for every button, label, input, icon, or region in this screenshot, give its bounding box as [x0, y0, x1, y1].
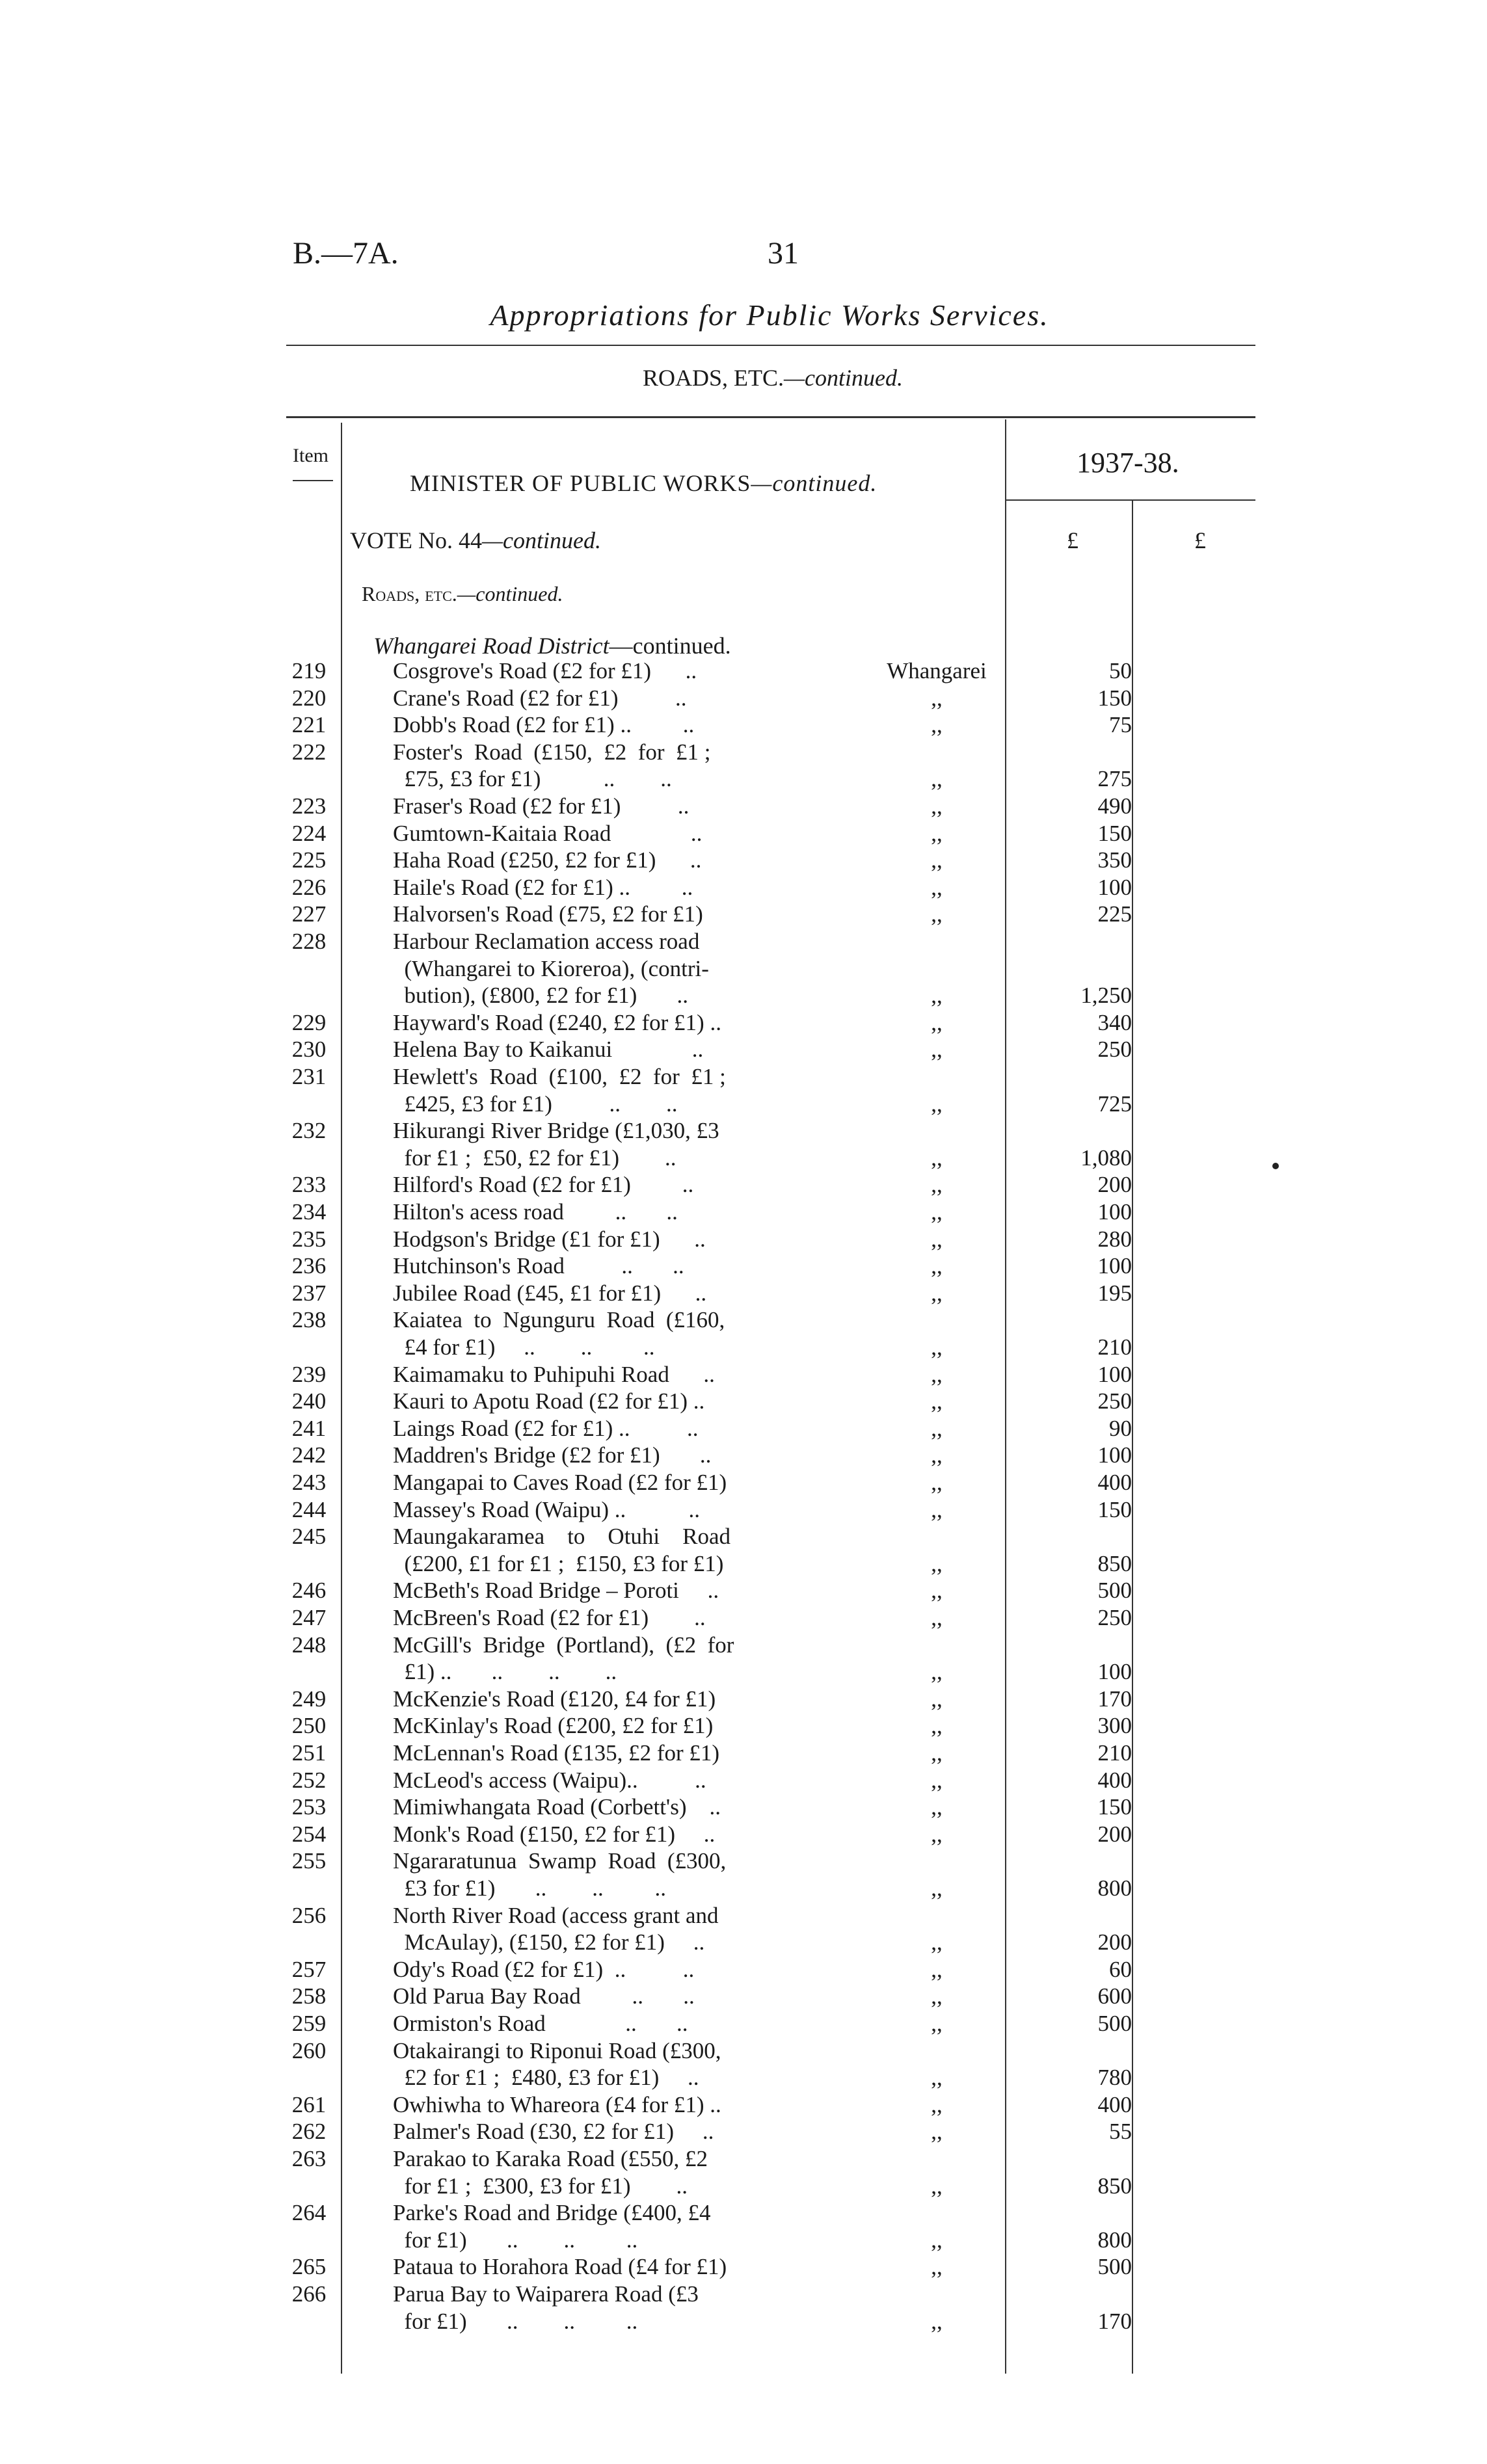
item-amount: 195: [1097, 1280, 1132, 1306]
item-amount: 225: [1097, 901, 1132, 927]
item-location: ,,: [931, 1199, 943, 1225]
table-row: [0, 1822, 1487, 1849]
item-description: Ody's Road (£2 for £1) .. ..: [393, 1956, 695, 1982]
item-description: Kaiatea to Ngunguru Road (£160,: [393, 1307, 725, 1333]
item-number: 248: [291, 1632, 327, 1658]
item-amount: 100: [1097, 1442, 1132, 1468]
item-description: Gumtown-Kaitaia Road ..: [393, 820, 703, 846]
item-amount: 170: [1097, 2308, 1132, 2334]
item-description: bution), (£800, £2 for £1) ..: [393, 983, 688, 1009]
roads-continued: —continued.: [457, 582, 563, 605]
item-amount: 100: [1097, 1253, 1132, 1279]
item-description: Parua Bay to Waiparera Road (£3: [393, 2281, 699, 2307]
item-number: 251: [291, 1740, 327, 1766]
item-amount: 280: [1097, 1226, 1132, 1252]
item-amount: 340: [1097, 1009, 1132, 1035]
table-row: [0, 1686, 1487, 1714]
item-number: 219: [291, 658, 327, 683]
item-amount: 780: [1097, 2065, 1132, 2091]
item-location: ,,: [931, 1794, 943, 1820]
item-description: for £1 ; £50, £2 for £1) ..: [393, 1145, 677, 1171]
table-row: [0, 685, 1487, 713]
item-description: for £1 ; £300, £3 for £1) ..: [393, 2173, 688, 2199]
item-number: 221: [291, 712, 327, 738]
item-location: ,,: [931, 2065, 943, 2091]
table-row: [0, 821, 1487, 848]
roads-label: Roads, etc.: [362, 582, 457, 605]
item-amount: 50: [1109, 658, 1132, 683]
item-amount: 250: [1097, 1605, 1132, 1630]
item-description: Maungakaramea to Otuhi Road: [393, 1524, 731, 1550]
stray-mark: [1272, 1163, 1279, 1169]
table-row: [0, 2119, 1487, 2146]
item-number: 260: [291, 2037, 327, 2063]
item-location: ,,: [931, 2119, 943, 2145]
item-location: ,,: [931, 1740, 943, 1766]
item-number: 264: [291, 2200, 327, 2226]
item-location: ,,: [931, 2254, 943, 2280]
item-amount: 150: [1097, 1496, 1132, 1522]
item-number: 259: [291, 2011, 327, 2036]
item-amount: 200: [1097, 1929, 1132, 1955]
vote-heading: [350, 527, 601, 554]
table-row: [0, 1632, 1487, 1686]
item-description: £4 for £1) .. .. ..: [393, 1334, 655, 1360]
item-amount: 400: [1097, 2091, 1132, 2117]
table-row: [0, 1524, 1487, 1578]
item-description: Kaimamaku to Puhipuhi Road ..: [393, 1361, 715, 1387]
item-number: 239: [291, 1361, 327, 1387]
item-number: 250: [291, 1713, 327, 1739]
item-description: McKenzie's Road (£120, £4 for £1): [393, 1686, 716, 1712]
item-number: 229: [291, 1009, 327, 1035]
district-heading: [373, 632, 731, 659]
item-amount: 200: [1097, 1172, 1132, 1198]
page-header-code: B.—7A.: [293, 236, 399, 271]
table-row: [0, 2281, 1487, 2335]
table-row: [0, 1172, 1487, 1199]
item-description: for £1) .. .. ..: [393, 2308, 638, 2334]
item-number: 225: [291, 847, 327, 873]
item-description: McLennan's Road (£135, £2 for £1): [393, 1740, 720, 1766]
item-location: ,,: [931, 1226, 943, 1252]
item-description: Maddren's Bridge (£2 for £1) ..: [393, 1442, 712, 1468]
table-row: [0, 1578, 1487, 1605]
item-location: ,,: [931, 1470, 943, 1495]
item-number: 224: [291, 820, 327, 846]
table-row: [0, 1713, 1487, 1740]
table-top-rule: [286, 416, 1255, 418]
table-row: [0, 1253, 1487, 1280]
item-location: ,,: [931, 2173, 943, 2199]
item-location: ,,: [931, 2091, 943, 2117]
item-number: 244: [291, 1496, 327, 1522]
item-location: ,,: [931, 2011, 943, 2036]
item-description: (£200, £1 for £1 ; £150, £3 for £1): [393, 1550, 724, 1576]
item-amount: 150: [1097, 820, 1132, 846]
item-location: ,,: [931, 1172, 943, 1198]
table-row: [0, 2011, 1487, 2038]
table-row: [0, 1497, 1487, 1524]
table-row: [0, 793, 1487, 821]
item-number: 232: [291, 1118, 327, 1144]
item-location: ,,: [931, 983, 943, 1009]
item-location: ,,: [931, 685, 943, 711]
item-location: ,,: [931, 1415, 943, 1441]
item-amount: 150: [1097, 685, 1132, 711]
table-row: [0, 1768, 1487, 1795]
item-number: 263: [291, 2146, 327, 2171]
item-location: ,,: [931, 1875, 943, 1901]
item-amount: 300: [1097, 1713, 1132, 1739]
table-row: [0, 1442, 1487, 1470]
item-location: ,,: [931, 1253, 943, 1279]
item-amount: 100: [1097, 1199, 1132, 1225]
year-header-underline: [1005, 499, 1255, 501]
table-row: [0, 1037, 1487, 1064]
item-description: £3 for £1) .. .. ..: [393, 1875, 666, 1901]
item-amount: 400: [1097, 1767, 1132, 1793]
item-description: £1) .. .. .. ..: [393, 1659, 617, 1685]
item-amount: 75: [1109, 712, 1132, 738]
item-number: 222: [291, 739, 327, 765]
item-location: ,,: [931, 901, 943, 927]
item-location: ,,: [931, 1442, 943, 1468]
item-number: 226: [291, 874, 327, 900]
item-number: 234: [291, 1199, 327, 1225]
item-description: Crane's Road (£2 for £1) ..: [393, 685, 687, 711]
item-number: 266: [291, 2281, 327, 2307]
item-amount: 500: [1097, 2011, 1132, 2036]
item-number: 258: [291, 1983, 327, 2009]
item-description: McBreen's Road (£2 for £1) ..: [393, 1605, 706, 1630]
item-number: 241: [291, 1415, 327, 1441]
item-amount: 850: [1097, 2173, 1132, 2199]
item-description: £2 for £1 ; £480, £3 for £1) ..: [393, 2065, 699, 2091]
item-number: 230: [291, 1037, 327, 1063]
item-location: Whangarei: [887, 658, 987, 683]
table-row: [0, 1957, 1487, 1984]
item-location: ,,: [931, 874, 943, 900]
item-number: 246: [291, 1578, 327, 1604]
section-label: ROADS, ETC.: [642, 365, 784, 391]
item-amount: 500: [1097, 1578, 1132, 1604]
item-description: Haile's Road (£2 for £1) .. ..: [393, 874, 693, 900]
item-description: Hutchinson's Road .. ..: [393, 1253, 684, 1279]
item-number: 233: [291, 1172, 327, 1198]
table-row: [0, 1903, 1487, 1957]
item-number: 237: [291, 1280, 327, 1306]
table-row: [0, 1280, 1487, 1308]
item-amount: 170: [1097, 1686, 1132, 1712]
item-description: Foster's Road (£150, £2 for £1 ;: [393, 739, 711, 765]
item-description: £425, £3 for £1) .. ..: [393, 1091, 678, 1117]
item-number: 235: [291, 1226, 327, 1252]
table-row: [0, 2038, 1487, 2092]
table-row: [0, 1388, 1487, 1416]
item-description: Ormiston's Road .. ..: [393, 2011, 688, 2036]
item-number: 247: [291, 1605, 327, 1630]
table-row: [0, 2200, 1487, 2254]
item-amount: 800: [1097, 2227, 1132, 2253]
column-header-item: Item: [293, 445, 328, 466]
item-location: ,,: [931, 1037, 943, 1063]
item-amount: 725: [1097, 1091, 1132, 1117]
item-number: 261: [291, 2091, 327, 2117]
minister-label: MINISTER OF PUBLIC WORKS: [410, 470, 751, 496]
item-location: ,,: [931, 1009, 943, 1035]
table-row: [0, 1848, 1487, 1902]
item-location: ,,: [931, 1929, 943, 1955]
item-amount: 800: [1097, 1875, 1132, 1901]
table-row: [0, 1983, 1487, 2011]
item-description: McBeth's Road Bridge – Poroti ..: [393, 1578, 719, 1604]
district-continued: —continued.: [609, 633, 731, 659]
item-location: ,,: [931, 820, 943, 846]
item-location: ,,: [931, 1280, 943, 1306]
item-location: ,,: [931, 1659, 943, 1685]
table-row: [0, 901, 1487, 929]
item-description: Ngararatunua Swamp Road (£300,: [393, 1848, 727, 1874]
item-location: ,,: [931, 1821, 943, 1847]
item-description: Cosgrove's Road (£2 for £1) ..: [393, 658, 697, 683]
table-row: [0, 847, 1487, 875]
item-amount: 90: [1109, 1415, 1132, 1441]
title-rule: [286, 345, 1255, 346]
item-location: ,,: [931, 1496, 943, 1522]
item-number: 243: [291, 1470, 327, 1495]
table-row: [0, 658, 1487, 685]
table-row: [0, 2092, 1487, 2119]
section-heading: [0, 364, 1487, 391]
item-description: (Whangarei to Kioreroa), (contri-: [393, 955, 709, 981]
item-description: Helena Bay to Kaikanui ..: [393, 1037, 704, 1063]
table-row: [0, 1010, 1487, 1037]
item-description: McKinlay's Road (£200, £2 for £1): [393, 1713, 714, 1739]
table-row: [0, 2146, 1487, 2200]
item-number: 223: [291, 793, 327, 819]
minister-continued: —continued.: [751, 470, 877, 496]
table-row: [0, 929, 1487, 1010]
item-description: Parke's Road and Bridge (£400, £4: [393, 2200, 711, 2226]
item-location: ,,: [931, 2308, 943, 2334]
table-row: [0, 1199, 1487, 1226]
item-location: ,,: [931, 1605, 943, 1630]
item-location: ,,: [931, 793, 943, 819]
table-row: [0, 739, 1487, 793]
item-amount: 55: [1109, 2119, 1132, 2145]
item-location: ,,: [931, 1091, 943, 1117]
table-row: [0, 1064, 1487, 1118]
item-number: 231: [291, 1064, 327, 1089]
item-description: Kauri to Apotu Road (£2 for £1) ..: [393, 1388, 705, 1414]
district-label: Whangarei Road District: [373, 633, 610, 659]
item-number: 257: [291, 1956, 327, 1982]
item-location: ,,: [931, 1983, 943, 2009]
item-location: ,,: [931, 1578, 943, 1604]
item-location: ,,: [931, 1767, 943, 1793]
table-row: [0, 1362, 1487, 1389]
section-continued: —continued.: [784, 365, 903, 391]
item-description: for £1) .. .. ..: [393, 2227, 638, 2253]
item-number: 238: [291, 1307, 327, 1333]
page-title: Appropriations for Public Works Services.: [490, 298, 1049, 332]
item-amount: 200: [1097, 1821, 1132, 1847]
item-description: McLeod's access (Waipu).. ..: [393, 1767, 706, 1793]
item-location: ,,: [931, 1956, 943, 1982]
page-number: 31: [768, 236, 799, 271]
item-description: Mimiwhangata Road (Corbett's) ..: [393, 1794, 721, 1820]
item-description: Hayward's Road (£240, £2 for £1) ..: [393, 1009, 721, 1035]
table-row: [0, 1416, 1487, 1443]
item-description: Hikurangi River Bridge (£1,030, £3: [393, 1118, 719, 1144]
table-row: [0, 1307, 1487, 1361]
item-amount: 150: [1097, 1794, 1132, 1820]
minister-heading: [410, 470, 877, 497]
item-number: 249: [291, 1686, 327, 1712]
item-amount: 850: [1097, 1550, 1132, 1576]
item-amount: 500: [1097, 2254, 1132, 2280]
item-amount: 250: [1097, 1037, 1132, 1063]
item-location: ,,: [931, 1686, 943, 1712]
item-description: Monk's Road (£150, £2 for £1) ..: [393, 1821, 716, 1847]
item-description: Dobb's Road (£2 for £1) .. ..: [393, 712, 695, 738]
item-amount: 210: [1097, 1740, 1132, 1766]
item-description: Harbour Reclamation access road: [393, 929, 700, 954]
item-number: 227: [291, 901, 327, 927]
item-number: 245: [291, 1524, 327, 1550]
item-description: Massey's Road (Waipu) .. ..: [393, 1496, 701, 1522]
item-number: 220: [291, 685, 327, 711]
table-row: [0, 875, 1487, 902]
item-description: Otakairangi to Riponui Road (£300,: [393, 2037, 721, 2063]
item-number: 265: [291, 2254, 327, 2280]
item-description: Old Parua Bay Road .. ..: [393, 1983, 695, 2009]
item-number: 236: [291, 1253, 327, 1279]
table-row: [0, 1605, 1487, 1632]
item-number: 256: [291, 1902, 327, 1928]
item-location: ,,: [931, 1388, 943, 1414]
item-description: Haha Road (£250, £2 for £1) ..: [393, 847, 702, 873]
table-row: [0, 2254, 1487, 2281]
item-description: Fraser's Road (£2 for £1) ..: [393, 793, 690, 819]
item-description: Hodgson's Bridge (£1 for £1) ..: [393, 1226, 706, 1252]
vote-continued: —continued.: [481, 527, 601, 553]
item-location: ,,: [931, 1713, 943, 1739]
table-row: [0, 712, 1487, 739]
item-number: 262: [291, 2119, 327, 2145]
item-number: 253: [291, 1794, 327, 1820]
pound-sign-column-2: £: [1194, 527, 1206, 553]
item-amount: 210: [1097, 1334, 1132, 1360]
table-row: [0, 1794, 1487, 1822]
item-description: Laings Road (£2 for £1) .. ..: [393, 1415, 699, 1441]
item-number: 252: [291, 1767, 327, 1793]
pound-sign-column-1: £: [1067, 527, 1078, 553]
item-description: McGill's Bridge (Portland), (£2 for: [393, 1632, 734, 1658]
item-number: 254: [291, 1821, 327, 1847]
item-description: Hilford's Road (£2 for £1) ..: [393, 1172, 694, 1198]
item-location: ,,: [931, 1550, 943, 1576]
item-amount: 275: [1097, 766, 1132, 792]
item-location: ,,: [931, 1334, 943, 1360]
item-location: ,,: [931, 766, 943, 792]
item-number: 228: [291, 929, 327, 954]
item-number: 240: [291, 1388, 327, 1414]
item-number: 255: [291, 1848, 327, 1874]
item-description: Pataua to Horahora Road (£4 for £1): [393, 2254, 727, 2280]
item-description: Hewlett's Road (£100, £2 for £1 ;: [393, 1064, 726, 1089]
item-amount: 400: [1097, 1470, 1132, 1495]
item-location: ,,: [931, 847, 943, 873]
item-description: Owhiwha to Whareora (£4 for £1) ..: [393, 2091, 721, 2117]
item-amount: 60: [1109, 1956, 1132, 1982]
table-row: [0, 1226, 1487, 1254]
item-description: Mangapai to Caves Road (£2 for £1): [393, 1470, 727, 1495]
table-row: [0, 1740, 1487, 1768]
item-location: ,,: [931, 1361, 943, 1387]
item-location: ,,: [931, 2227, 943, 2253]
item-description: Parakao to Karaka Road (£550, £2: [393, 2146, 708, 2171]
item-amount: 1,080: [1080, 1145, 1132, 1171]
table-row: [0, 1118, 1487, 1172]
item-amount: 490: [1097, 793, 1132, 819]
item-amount: 100: [1097, 1361, 1132, 1387]
item-amount: 100: [1097, 874, 1132, 900]
item-header-underline: [293, 480, 333, 481]
item-number: 242: [291, 1442, 327, 1468]
table-row: [0, 1470, 1487, 1497]
item-amount: 1,250: [1080, 983, 1132, 1009]
item-description: Palmer's Road (£30, £2 for £1) ..: [393, 2119, 714, 2145]
column-header-year: 1937-38.: [1077, 447, 1179, 479]
roads-subheading: [362, 582, 563, 606]
item-description: North River Road (access grant and: [393, 1902, 719, 1928]
item-amount: 250: [1097, 1388, 1132, 1414]
item-amount: 100: [1097, 1659, 1132, 1685]
item-description: £75, £3 for £1) .. ..: [393, 766, 672, 792]
item-location: ,,: [931, 712, 943, 738]
item-description: Hilton's acess road .. ..: [393, 1199, 678, 1225]
item-description: Jubilee Road (£45, £1 for £1) ..: [393, 1280, 707, 1306]
item-description: Halvorsen's Road (£75, £2 for £1): [393, 901, 703, 927]
item-amount: 350: [1097, 847, 1132, 873]
item-amount: 600: [1097, 1983, 1132, 2009]
item-location: ,,: [931, 1145, 943, 1171]
vote-label: VOTE No. 44: [350, 527, 482, 553]
item-description: McAulay), (£150, £2 for £1) ..: [393, 1929, 705, 1955]
